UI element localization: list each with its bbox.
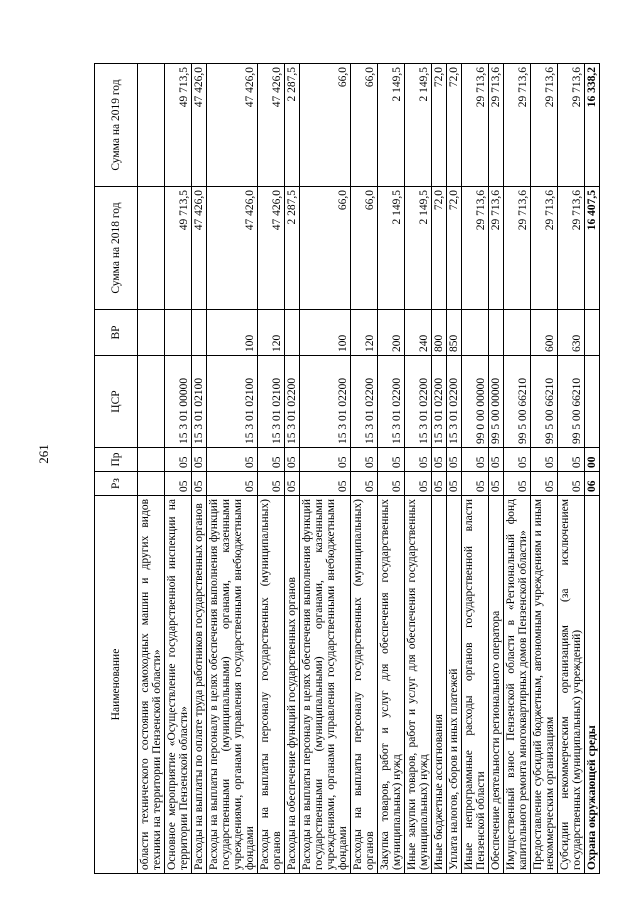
table-row (462, 64, 489, 874)
cell-rz: 05 (165, 472, 192, 496)
cell-csr: 15 3 01 00000 (165, 356, 192, 448)
table-row (489, 64, 504, 874)
cell-vr: 100 (207, 310, 258, 356)
cell-rz: 06 (585, 472, 600, 496)
cell-rz: 05 (447, 472, 462, 496)
cell-csr: 15 3 01 02100 (207, 356, 258, 448)
cell-sum-2019 (138, 64, 165, 187)
cell-pr: 05 (165, 448, 192, 472)
cell-sum-2018: 16 407,5 (585, 187, 600, 310)
cell-sum-2019: 72,0 (432, 64, 447, 187)
cell-sum-2018: 2 287,5 (285, 187, 300, 310)
cell-sum-2018: 66,0 (351, 187, 378, 310)
cell-vr: 120 (351, 310, 378, 356)
table-row (447, 64, 462, 874)
header-vr: ВР (95, 310, 138, 356)
cell-vr (585, 310, 600, 356)
cell-sum-2019: 49 713,5 (165, 64, 192, 187)
cell-rz: 05 (378, 472, 405, 496)
cell-sum-2018: 49 713,5 (165, 187, 192, 310)
cell-name: Расходы на обеспечение функций государственных органов (285, 496, 300, 874)
cell-csr: 15 3 01 02200 (432, 356, 447, 448)
cell-sum-2018: 2 149,5 (378, 187, 405, 310)
cell-vr: 600 (531, 310, 558, 356)
cell-rz: 05 (432, 472, 447, 496)
table-row (504, 64, 531, 874)
cell-rz: 05 (531, 472, 558, 496)
cell-pr: 00 (585, 448, 600, 472)
cell-pr: 05 (447, 448, 462, 472)
table-row (207, 64, 258, 874)
cell-vr: 100 (300, 310, 351, 356)
cell-pr: 05 (351, 448, 378, 472)
cell-pr: 05 (504, 448, 531, 472)
cell-sum-2018: 47 426,0 (192, 187, 207, 310)
header-csr: ЦСР (95, 356, 138, 448)
cell-sum-2018: 2 149,5 (405, 187, 432, 310)
cell-pr: 05 (207, 448, 258, 472)
cell-csr: 15 3 01 02200 (300, 356, 351, 448)
table-row (405, 64, 432, 874)
table-row (531, 64, 558, 874)
cell-rz: 05 (462, 472, 489, 496)
table-row (300, 64, 351, 874)
cell-sum-2018: 29 713,6 (489, 187, 504, 310)
cell-vr: 240 (405, 310, 432, 356)
cell-csr: 15 3 01 02200 (447, 356, 462, 448)
table-row (432, 64, 447, 874)
cell-sum-2018: 29 713,6 (504, 187, 531, 310)
cell-name: Иные непрограммные расходы органов государственной власти Пензенской области (462, 496, 489, 874)
cell-csr: 15 3 01 02200 (405, 356, 432, 448)
cell-pr: 05 (300, 448, 351, 472)
cell-sum-2019: 29 713,6 (504, 64, 531, 187)
cell-csr: 99 0 00 00000 (462, 356, 489, 448)
header-sum-2018: Сумма на 2018 год (95, 187, 138, 310)
cell-sum-2019: 29 713,6 (531, 64, 558, 187)
cell-pr: 05 (489, 448, 504, 472)
cell-csr: 99 5 00 00000 (489, 356, 504, 448)
cell-vr (462, 310, 489, 356)
cell-csr: 15 3 01 02200 (285, 356, 300, 448)
cell-name: Субсидии некоммерческим организациям (за исключением государственных (муниципальных) учреждений) (558, 496, 585, 874)
cell-csr: 15 3 01 02100 (192, 356, 207, 448)
table-row (192, 64, 207, 874)
cell-sum-2019: 72,0 (447, 64, 462, 187)
cell-sum-2018: 29 713,6 (531, 187, 558, 310)
cell-name: Иные закупки товаров, работ и услуг для обеспечения государственных (муниципальных) нужд (405, 496, 432, 874)
header-pr: Пр (95, 448, 138, 472)
table-body (138, 64, 600, 874)
budget-table (94, 63, 600, 874)
cell-sum-2019: 66,0 (351, 64, 378, 187)
cell-sum-2018: 66,0 (300, 187, 351, 310)
cell-vr (285, 310, 300, 356)
cell-sum-2018: 72,0 (432, 187, 447, 310)
cell-name: Закупка товаров, работ и услуг для обеспечения государственных (муниципальных) нужд (378, 496, 405, 874)
cell-vr (489, 310, 504, 356)
cell-rz: 05 (300, 472, 351, 496)
cell-sum-2018 (138, 187, 165, 310)
cell-sum-2019: 2 287,5 (285, 64, 300, 187)
cell-sum-2018: 29 713,6 (558, 187, 585, 310)
cell-csr (138, 356, 165, 448)
cell-name: Охрана окружающей среды (585, 496, 600, 874)
cell-csr: 15 3 01 02100 (258, 356, 285, 448)
cell-pr: 05 (285, 448, 300, 472)
cell-rz: 05 (558, 472, 585, 496)
cell-name: Иные бюджетные ассигнования (432, 496, 447, 874)
cell-csr (585, 356, 600, 448)
table-row (378, 64, 405, 874)
cell-pr: 05 (405, 448, 432, 472)
cell-vr: 630 (558, 310, 585, 356)
rotated-page (94, 64, 622, 874)
cell-pr: 05 (258, 448, 285, 472)
cell-name: Уплата налогов, сборов и иных платежей (447, 496, 462, 874)
cell-name: области технического состояния самоходных машин и других видов техники на территории Пензенской области» (138, 496, 165, 874)
cell-pr: 05 (558, 448, 585, 472)
table-row (585, 64, 600, 874)
header-rz: Рз (95, 472, 138, 496)
cell-csr: 99 5 00 66210 (558, 356, 585, 448)
cell-rz: 05 (504, 472, 531, 496)
cell-vr: 200 (378, 310, 405, 356)
table-row (285, 64, 300, 874)
cell-sum-2019: 66,0 (300, 64, 351, 187)
cell-rz (138, 472, 165, 496)
cell-name: Основное мероприятие «Осуществление государственной инспекции на территории Пензенской области» (165, 496, 192, 874)
cell-sum-2019: 29 713,6 (489, 64, 504, 187)
cell-vr: 800 (432, 310, 447, 356)
cell-csr: 15 3 01 02200 (378, 356, 405, 448)
cell-sum-2018: 72,0 (447, 187, 462, 310)
cell-sum-2019: 47 426,0 (258, 64, 285, 187)
cell-name: Расходы на выплаты персоналу в целях обеспечения выполнения функций государственными (муниципальными) органами, казенными учреждениями, органами управления государственными внебюджетными фондами (300, 496, 351, 874)
cell-vr (504, 310, 531, 356)
cell-name: Обеспечение деятельности регионального оператора (489, 496, 504, 874)
cell-vr (192, 310, 207, 356)
cell-rz: 05 (192, 472, 207, 496)
table-row (165, 64, 192, 874)
cell-name: Расходы на выплаты по оплате труда работников государственных органов (192, 496, 207, 874)
cell-sum-2019: 29 713,6 (462, 64, 489, 187)
cell-sum-2019: 47 426,0 (192, 64, 207, 187)
cell-sum-2019: 2 149,5 (405, 64, 432, 187)
cell-csr: 15 3 01 02200 (351, 356, 378, 448)
cell-sum-2019: 16 338,2 (585, 64, 600, 187)
cell-rz: 05 (258, 472, 285, 496)
cell-name: Имущественный взнос Пензенской области в «Региональный фонд капитального ремонта многоквартирных домов Пензенской области» (504, 496, 531, 874)
cell-vr (138, 310, 165, 356)
cell-pr (138, 448, 165, 472)
cell-rz: 05 (207, 472, 258, 496)
cell-sum-2019: 47 426,0 (207, 64, 258, 187)
cell-name: Расходы на выплаты персоналу в целях обеспечения выполнения функций государственными (муниципальными) органами, казенными учреждениями, органами управления государственными внебюджетными фондами (207, 496, 258, 874)
table-row (258, 64, 285, 874)
cell-pr: 05 (531, 448, 558, 472)
cell-vr (165, 310, 192, 356)
cell-sum-2018: 47 426,0 (207, 187, 258, 310)
cell-vr: 120 (258, 310, 285, 356)
cell-sum-2018: 47 426,0 (258, 187, 285, 310)
cell-name: Предоставление субсидий бюджетным, автономным учреждениям и иным некоммерческим организациям (531, 496, 558, 874)
cell-rz: 05 (285, 472, 300, 496)
table-row (138, 64, 165, 874)
table-row (351, 64, 378, 874)
cell-rz: 05 (489, 472, 504, 496)
cell-sum-2019: 2 149,5 (378, 64, 405, 187)
table-row (558, 64, 585, 874)
header-sum-2019: Сумма на 2019 год (95, 64, 138, 187)
page-number: 261 (36, 444, 51, 464)
cell-vr: 850 (447, 310, 462, 356)
table-header-row (95, 64, 138, 874)
header-name: Наименование (95, 496, 138, 874)
cell-rz: 05 (351, 472, 378, 496)
cell-csr: 99 5 00 66210 (504, 356, 531, 448)
cell-name: Расходы на выплаты персоналу государственных (муниципальных) органов (258, 496, 285, 874)
cell-sum-2019: 29 713,6 (558, 64, 585, 187)
cell-pr: 05 (192, 448, 207, 472)
cell-sum-2018: 29 713,6 (462, 187, 489, 310)
cell-rz: 05 (405, 472, 432, 496)
cell-name: Расходы на выплаты персоналу государственных (муниципальных) органов (351, 496, 378, 874)
cell-pr: 05 (462, 448, 489, 472)
cell-csr: 99 5 00 66210 (531, 356, 558, 448)
cell-pr: 05 (432, 448, 447, 472)
cell-pr: 05 (378, 448, 405, 472)
